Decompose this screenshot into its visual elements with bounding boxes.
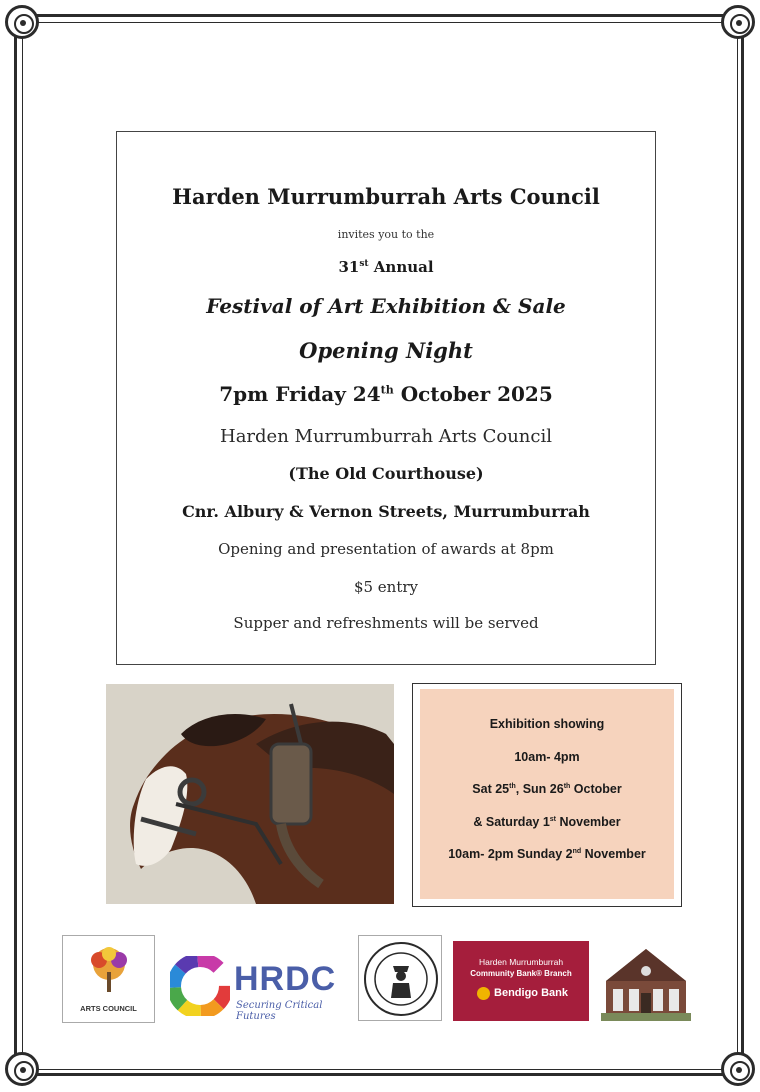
- entry-fee: $5 entry: [353, 578, 419, 596]
- bank-name: Bendigo Bank: [494, 987, 568, 999]
- exhibition-dates-line3: 10am- 2pm Sunday 2nd November: [448, 847, 646, 861]
- bank-branch-label: Community Bank® Branch: [470, 969, 572, 978]
- awards-text: Opening and presentation of awards at 8pm: [218, 540, 554, 558]
- courthouse-building-image: [601, 941, 691, 1021]
- bendigo-bank-logo: [453, 941, 589, 1021]
- arts-council-label: ARTS COUNCIL: [80, 1004, 137, 1013]
- hrdc-logo: [170, 950, 345, 1020]
- corner-ornament-icon: [721, 1052, 755, 1086]
- exhibition-dates-line2: & Saturday 1st November: [473, 815, 621, 829]
- horseman-seal-icon: [359, 936, 443, 1022]
- venue-organisation: Harden Murrumburrah Arts Council: [220, 426, 552, 447]
- bank-branch-name: Harden Murrumburrah: [478, 957, 564, 967]
- event-subtitle: Opening Night: [299, 338, 473, 363]
- venue-name: (The Old Courthouse): [288, 464, 484, 483]
- colour-wheel-icon: [170, 956, 230, 1016]
- hrdc-tagline: Securing Critical Futures: [236, 1000, 323, 1022]
- exhibition-box: [412, 683, 682, 907]
- invites-text: invites you to the: [337, 228, 435, 241]
- annual-line: 31st Annual: [338, 258, 434, 276]
- supper-text: Supper and refreshments will be served: [233, 614, 539, 632]
- venue-address: Cnr. Albury & Vernon Streets, Murrumburrah: [182, 502, 590, 521]
- light-horse-hotel-logo: [358, 935, 442, 1021]
- organiser-title: Harden Murrumburrah Arts Council: [172, 184, 600, 209]
- exhibition-dates-line1: Sat 25th, Sun 26th October: [472, 782, 622, 796]
- tree-icon: [63, 936, 156, 1006]
- corner-ornament-icon: [721, 5, 755, 39]
- arts-council-logo: [62, 935, 155, 1023]
- corner-ornament-icon: [5, 1052, 39, 1086]
- invitation-box: [116, 131, 656, 665]
- event-datetime: 7pm Friday 24th October 2025: [219, 382, 553, 406]
- exhibition-panel: [420, 689, 674, 899]
- horse-painting-image: [106, 684, 394, 904]
- hrdc-wordmark: HRDC: [234, 960, 337, 998]
- exhibition-hours: 10am- 4pm: [514, 750, 580, 764]
- exhibition-heading: Exhibition showing: [489, 717, 605, 731]
- event-title: Festival of Art Exhibition & Sale: [206, 294, 566, 318]
- corner-ornament-icon: [5, 5, 39, 39]
